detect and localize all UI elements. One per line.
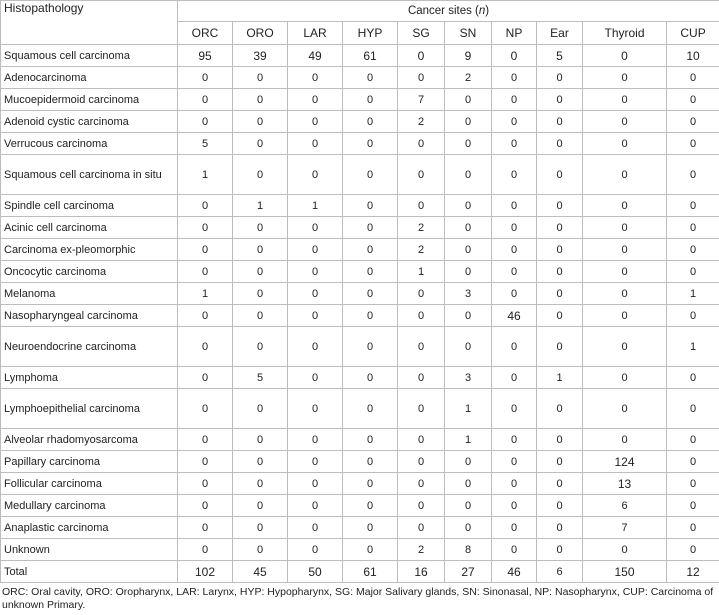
table-footnote: ORC: Oral cavity, ORO: Oropharynx, LAR: Larynx, HYP: Hypopharynx, SG: Major Salivary glands, SN: Sinonasal, NP: Nasopharynx, CUP: Carcinoma of unknown Primary. [2, 586, 714, 611]
table-cell: 0 [583, 239, 667, 261]
table-cell: 0 [288, 389, 343, 429]
table-cell: 0 [445, 239, 492, 261]
table-row [1, 473, 719, 495]
table-cell: 0 [492, 217, 537, 239]
table-cell: 2 [398, 539, 445, 561]
table-cell: 0 [178, 451, 233, 473]
table-cell: 0 [492, 451, 537, 473]
table-row [1, 89, 719, 111]
table-cell: 0 [537, 111, 583, 133]
table-cell: 0 [288, 261, 343, 283]
table-cell: 0 [445, 495, 492, 517]
table-cell: 0 [492, 195, 537, 217]
row-label: Follicular carcinoma [1, 473, 178, 495]
table-cell: 1 [288, 195, 343, 217]
table-cell: 0 [537, 495, 583, 517]
table-row [1, 327, 719, 367]
table-cell: 0 [288, 539, 343, 561]
table-row [1, 155, 719, 195]
table-cell: 0 [178, 429, 233, 451]
table-cell: 0 [178, 239, 233, 261]
table-cell: 3 [445, 367, 492, 389]
table-cell: 5 [233, 367, 288, 389]
table-cell: 0 [492, 283, 537, 305]
table-cell: 0 [233, 133, 288, 155]
table-cell: 0 [667, 195, 719, 217]
table-cell: 1 [667, 283, 719, 305]
table-cell: 0 [288, 89, 343, 111]
table-cell: 0 [537, 133, 583, 155]
table-cell: 0 [492, 111, 537, 133]
table-cell: 124 [583, 451, 667, 473]
table-cell: 49 [288, 45, 343, 67]
table-cell: 0 [233, 261, 288, 283]
table-cell: 95 [178, 45, 233, 67]
table-cell: 0 [492, 495, 537, 517]
table-cell: 0 [343, 133, 398, 155]
table-cell: 0 [667, 517, 719, 539]
table-cell: 0 [398, 429, 445, 451]
table-cell: 0 [178, 539, 233, 561]
table-cell: 0 [667, 539, 719, 561]
table-row [1, 111, 719, 133]
table-row [1, 217, 719, 239]
table-cell: 0 [343, 389, 398, 429]
table-cell: 0 [583, 67, 667, 89]
table-cell: 46 [492, 561, 537, 583]
table-cell: 0 [233, 495, 288, 517]
row-label: Adenocarcinoma [1, 67, 178, 89]
table-cell: 0 [233, 473, 288, 495]
table-cell: 0 [288, 367, 343, 389]
table-cell: 0 [398, 45, 445, 67]
total-row [1, 561, 719, 583]
table-cell: 0 [583, 89, 667, 111]
table-cell: 0 [178, 89, 233, 111]
cancer-sites-header [178, 1, 719, 22]
table-cell: 0 [537, 539, 583, 561]
table-cell: 0 [343, 195, 398, 217]
table-cell: 0 [398, 389, 445, 429]
table-cell: 0 [667, 133, 719, 155]
table-cell: 0 [343, 155, 398, 195]
row-label: Mucoepidermoid carcinoma [1, 89, 178, 111]
table-cell: 0 [178, 389, 233, 429]
cancer-sites-label: Cancer sites (n) [407, 5, 490, 17]
row-label: Verrucous carcinoma [1, 133, 178, 155]
column-header: Ear [537, 22, 583, 45]
table-cell: 102 [178, 561, 233, 583]
table-cell: 0 [343, 283, 398, 305]
table-cell: 0 [343, 473, 398, 495]
table-cell: 0 [492, 89, 537, 111]
table-cell: 0 [583, 389, 667, 429]
table-cell: 0 [233, 239, 288, 261]
table-cell: 0 [537, 517, 583, 539]
table-cell: 7 [398, 89, 445, 111]
table-cell: 0 [233, 327, 288, 367]
table-cell: 0 [445, 217, 492, 239]
column-header: LAR [288, 22, 343, 45]
table-cell: 0 [667, 67, 719, 89]
table-cell: 0 [233, 217, 288, 239]
table-cell: 0 [398, 155, 445, 195]
table-cell: 0 [537, 283, 583, 305]
table-cell: 0 [178, 67, 233, 89]
table-cell: 0 [537, 89, 583, 111]
table-cell: 0 [288, 217, 343, 239]
table-row [1, 517, 719, 539]
table-cell: 61 [343, 561, 398, 583]
table-cell: 0 [583, 217, 667, 239]
table-cell: 0 [537, 155, 583, 195]
table-cell: 0 [667, 239, 719, 261]
table-cell: 27 [445, 561, 492, 583]
table-cell: 0 [583, 133, 667, 155]
table-cell: 0 [445, 133, 492, 155]
table-row [1, 451, 719, 473]
table-cell: 0 [445, 195, 492, 217]
table-cell: 0 [667, 473, 719, 495]
row-label: Lymphoepithelial carcinoma [1, 389, 178, 429]
table-cell: 0 [288, 283, 343, 305]
table-cell: 0 [445, 155, 492, 195]
table-cell: 0 [537, 389, 583, 429]
table-cell: 1 [178, 155, 233, 195]
table-cell: 1 [445, 429, 492, 451]
table-row [1, 367, 719, 389]
table-cell: 13 [583, 473, 667, 495]
row-label: Lymphoma [1, 367, 178, 389]
table-row [1, 239, 719, 261]
table-cell: 1 [537, 367, 583, 389]
table-cell: 0 [492, 367, 537, 389]
table-cell: 0 [583, 195, 667, 217]
table-cell: 9 [445, 45, 492, 67]
table-cell: 0 [398, 133, 445, 155]
column-header: CUP [667, 22, 719, 45]
table-cell: 2 [445, 67, 492, 89]
table-cell: 0 [667, 389, 719, 429]
table-cell: 0 [583, 327, 667, 367]
row-label: Oncocytic carcinoma [1, 261, 178, 283]
table-cell: 46 [492, 305, 537, 327]
table-cell: 0 [583, 429, 667, 451]
table-cell: 6 [583, 495, 667, 517]
table-cell: 1 [233, 195, 288, 217]
table-cell: 0 [343, 327, 398, 367]
column-header: ORO [233, 22, 288, 45]
table-cell: 0 [233, 451, 288, 473]
table-cell: 0 [398, 517, 445, 539]
table-cell: 0 [343, 451, 398, 473]
table-cell: 0 [178, 473, 233, 495]
table-cell: 0 [537, 451, 583, 473]
table-row [1, 45, 719, 67]
table-cell: 0 [492, 517, 537, 539]
table-cell: 0 [398, 327, 445, 367]
table-cell: 0 [583, 261, 667, 283]
table-cell: 0 [537, 239, 583, 261]
table-cell: 1 [667, 327, 719, 367]
table-cell: 5 [537, 45, 583, 67]
table-cell: 0 [398, 195, 445, 217]
table-cell: 0 [178, 367, 233, 389]
table-row [1, 67, 719, 89]
table-row [1, 283, 719, 305]
table-cell: 0 [667, 111, 719, 133]
table-cell: 0 [343, 517, 398, 539]
table-cell: 16 [398, 561, 445, 583]
table-row [1, 539, 719, 561]
column-header: NP [492, 22, 537, 45]
table-cell: 1 [178, 283, 233, 305]
table-cell: 0 [343, 67, 398, 89]
table-cell: 8 [445, 539, 492, 561]
table-cell: 0 [583, 155, 667, 195]
table-cell: 0 [667, 89, 719, 111]
table-cell: 0 [288, 473, 343, 495]
table-cell: 0 [288, 429, 343, 451]
table-cell: 0 [667, 305, 719, 327]
table-cell: 0 [178, 305, 233, 327]
table-cell: 0 [343, 111, 398, 133]
table-cell: 0 [288, 327, 343, 367]
row-label: Anaplastic carcinoma [1, 517, 178, 539]
table-row [1, 389, 719, 429]
table-cell: 0 [667, 429, 719, 451]
table-cell: 0 [288, 67, 343, 89]
table-cell: 0 [343, 539, 398, 561]
table-cell: 1 [445, 389, 492, 429]
table-cell: 0 [445, 111, 492, 133]
table-cell: 0 [492, 389, 537, 429]
table-cell: 0 [537, 67, 583, 89]
column-header: SG [398, 22, 445, 45]
table-cell: 0 [288, 155, 343, 195]
table-cell: 3 [445, 283, 492, 305]
table-cell: 0 [445, 473, 492, 495]
table-cell: 0 [233, 429, 288, 451]
table-cell: 0 [343, 217, 398, 239]
column-header: ORC [178, 22, 233, 45]
table-cell: 50 [288, 561, 343, 583]
table-cell: 10 [667, 45, 719, 67]
table-cell: 0 [178, 517, 233, 539]
table-cell: 0 [288, 305, 343, 327]
histopathology-header: Histopathology [1, 1, 178, 45]
table-cell: 0 [288, 495, 343, 517]
table-cell: 0 [492, 133, 537, 155]
table-cell: 0 [178, 327, 233, 367]
row-label: Squamous cell carcinoma [1, 45, 178, 67]
table-cell: 0 [537, 429, 583, 451]
row-label: Adenoid cystic carcinoma [1, 111, 178, 133]
table-cell: 7 [583, 517, 667, 539]
table-cell: 0 [398, 305, 445, 327]
table-cell: 12 [667, 561, 719, 583]
row-label: Neuroendocrine carcinoma [1, 327, 178, 367]
table-cell: 0 [233, 89, 288, 111]
table-cell: 0 [537, 217, 583, 239]
table-cell: 0 [398, 495, 445, 517]
table-cell: 5 [178, 133, 233, 155]
row-label: Carcinoma ex-pleomorphic [1, 239, 178, 261]
table-cell: 0 [445, 305, 492, 327]
table-cell: 0 [343, 495, 398, 517]
table-cell: 0 [445, 327, 492, 367]
column-header: Thyroid [583, 22, 667, 45]
table-cell: 0 [233, 67, 288, 89]
table-cell: 0 [178, 111, 233, 133]
row-label: Alveolar rhadomyosarcoma [1, 429, 178, 451]
table-cell: 45 [233, 561, 288, 583]
table-cell: 0 [667, 217, 719, 239]
table-cell: 6 [537, 561, 583, 583]
table-cell: 0 [583, 111, 667, 133]
table-row [1, 133, 719, 155]
table-cell: 0 [492, 155, 537, 195]
row-label: Acinic cell carcinoma [1, 217, 178, 239]
table-cell: 0 [667, 155, 719, 195]
table-cell: 0 [492, 473, 537, 495]
table-cell: 0 [445, 261, 492, 283]
table-cell: 0 [288, 133, 343, 155]
table-cell: 0 [288, 111, 343, 133]
table-cell: 0 [583, 305, 667, 327]
table-row [1, 261, 719, 283]
table-cell: 0 [445, 451, 492, 473]
row-label: Medullary carcinoma [1, 495, 178, 517]
table-cell: 0 [288, 517, 343, 539]
row-label: Nasopharyngeal carcinoma [1, 305, 178, 327]
table-cell: 0 [288, 451, 343, 473]
table-cell: 0 [667, 451, 719, 473]
column-header: HYP [343, 22, 398, 45]
table-cell: 0 [178, 495, 233, 517]
table-cell: 0 [343, 239, 398, 261]
table-cell: 0 [233, 517, 288, 539]
table-cell: 0 [343, 261, 398, 283]
table-cell: 0 [537, 195, 583, 217]
table-row [1, 429, 719, 451]
table-cell: 0 [343, 305, 398, 327]
table-cell: 0 [233, 283, 288, 305]
table-cell: 0 [343, 89, 398, 111]
table-cell: 0 [343, 367, 398, 389]
table-cell: 0 [445, 517, 492, 539]
table-cell: 0 [667, 367, 719, 389]
table-cell: 0 [492, 261, 537, 283]
table-cell: 0 [492, 239, 537, 261]
table-cell: 0 [398, 283, 445, 305]
table-cell: 1 [398, 261, 445, 283]
table-cell: 0 [492, 67, 537, 89]
table-cell: 0 [233, 155, 288, 195]
table-cell: 0 [288, 239, 343, 261]
table-cell: 0 [537, 473, 583, 495]
row-label: Papillary carcinoma [1, 451, 178, 473]
table-cell: 0 [398, 473, 445, 495]
table-cell: 150 [583, 561, 667, 583]
table-cell: 2 [398, 239, 445, 261]
table-row [1, 495, 719, 517]
table-cell: 0 [492, 429, 537, 451]
table-cell: 0 [537, 327, 583, 367]
table-cell: 0 [398, 451, 445, 473]
table-cell: 0 [233, 111, 288, 133]
table-body [1, 45, 719, 583]
table-cell: 0 [492, 539, 537, 561]
table-cell: 2 [398, 217, 445, 239]
table-cell: 0 [178, 217, 233, 239]
row-label: Squamous cell carcinoma in situ [1, 155, 178, 195]
table-cell: 0 [343, 429, 398, 451]
table-cell: 0 [233, 305, 288, 327]
table-cell: 0 [583, 367, 667, 389]
table-cell: 0 [233, 539, 288, 561]
table-cell: 0 [537, 261, 583, 283]
table-cell: 0 [445, 89, 492, 111]
row-label: Total [1, 561, 178, 583]
table-cell: 0 [492, 327, 537, 367]
table-cell: 0 [583, 283, 667, 305]
table-cell: 0 [667, 261, 719, 283]
row-label: Melanoma [1, 283, 178, 305]
table-cell: 0 [398, 367, 445, 389]
table-cell: 0 [667, 495, 719, 517]
table-cell: 0 [583, 539, 667, 561]
table-cell: 0 [233, 389, 288, 429]
table-cell: 0 [178, 261, 233, 283]
table-row [1, 305, 719, 327]
table-cell: 0 [537, 305, 583, 327]
table-row [1, 195, 719, 217]
table-cell: 0 [398, 67, 445, 89]
table-cell: 2 [398, 111, 445, 133]
row-label: Spindle cell carcinoma [1, 195, 178, 217]
column-header: SN [445, 22, 492, 45]
row-label: Unknown [1, 539, 178, 561]
table-cell: 61 [343, 45, 398, 67]
table-cell: 39 [233, 45, 288, 67]
table-cell: 0 [492, 45, 537, 67]
table-cell: 0 [178, 195, 233, 217]
table-cell: 0 [583, 45, 667, 67]
